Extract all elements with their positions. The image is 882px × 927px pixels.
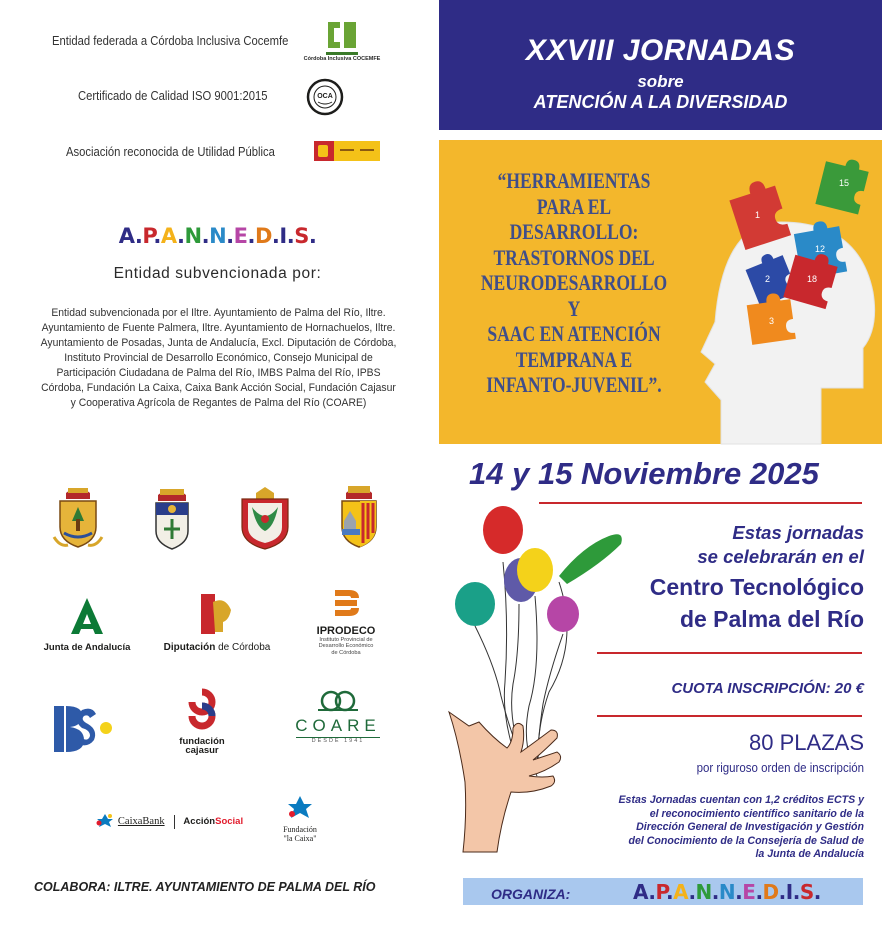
puzzle-number: 12 — [815, 244, 826, 254]
apannedis-organizer-logo — [633, 880, 821, 904]
theme-line: PARA EL DESARROLLO: — [509, 193, 639, 244]
right-panel — [439, 0, 882, 927]
head-puzzle-illustration — [671, 152, 882, 444]
coare-sub: DESDE 1941 — [296, 737, 380, 744]
caixabank-accion-social-logo — [95, 812, 243, 831]
cert-utilidad-text: Asociación reconocida de Utilidad Pública — [66, 145, 275, 159]
ects-credits-note — [554, 794, 864, 862]
venue-line: Estas jornadas — [732, 522, 864, 543]
fundacion-cajasur-logo — [172, 688, 232, 756]
venue-line: Centro Tecnológico — [649, 574, 864, 600]
theme-line: INFANTO-JUVENIL”. — [486, 372, 662, 397]
theme-line: “HERRAMIENTAS — [497, 168, 651, 193]
oca-caption: OCA — [317, 93, 333, 100]
theme-line: TRASTORNOS DEL — [493, 244, 655, 270]
junta-andalucia-logo — [40, 596, 134, 653]
iprodeco-sub3: de Córdoba — [331, 649, 361, 656]
cajasur-icon — [180, 688, 224, 732]
balloon-red-icon — [483, 506, 523, 554]
venue-line: de Palma del Río — [679, 606, 864, 632]
diputacion-bold: Diputación — [163, 642, 216, 653]
places-count: 80 PLAZAS — [749, 730, 864, 755]
cert-iso-text: Certificado de Calidad ISO 9001:2015 — [78, 89, 268, 103]
iprodeco-icon — [329, 586, 363, 620]
iprodeco-sub1: Instituto Provincial de — [319, 637, 373, 643]
divider-line — [597, 652, 862, 654]
header-sobre: sobre — [637, 72, 684, 91]
fundacion-lacaixa-logo — [278, 794, 322, 843]
theme-title — [477, 168, 672, 398]
oca-iso-seal-icon — [306, 78, 344, 116]
left-panel — [0, 0, 435, 927]
ects-line: del Conocimiento de la Consejería de Salud de — [628, 834, 864, 847]
venue-line: se celebrarán en el — [697, 546, 864, 567]
ects-line: el reconocimiento científico sanitario de la — [649, 807, 864, 820]
iprodeco-logo — [305, 586, 387, 656]
event-date: 14 y 15 Noviembre 2025 — [469, 456, 819, 491]
header-title: XXVIII JORNADAS — [525, 34, 796, 67]
apannedis-wordmark: A.P.A.N.N.E.D.I.S. — [633, 880, 821, 904]
coare-logo — [290, 690, 386, 744]
cajasur-label-1: fundación — [179, 736, 225, 747]
header-band — [439, 0, 882, 130]
social-label: Social — [215, 816, 244, 827]
puzzle-number: 18 — [807, 274, 818, 284]
diputacion-lion-icon — [199, 592, 235, 636]
balloon-yellow-icon — [517, 548, 553, 592]
cajasur-label-2: cajasur — [185, 745, 219, 756]
theme-line: NEURODESARROLLO Y — [480, 270, 668, 321]
ects-line: la Junta de Andalucía — [755, 848, 864, 861]
colabora-text: COLABORA: ILTRE. AYUNTAMIENTO DE PALMA DEL RÍO — [34, 880, 376, 894]
subsidy-text: Entidad subvencionada por el Iltre. Ayuntamiento de Palma del Río, Iltre. Ayuntamiento de Fuente Palmera, Iltre. Ayuntamiento de Hornachuelos, Iltre. Ayuntamiento de Posadas, Junta de Andalucía, Excl. Diputación de Córdoba, Instituto Provincial de Desarrollo Económico, Consejo Municipal de Participación Ciudadana de Palma del Río, IMBS Palma del Río, IPBS Córdoba, Fundación La Caixa, Caixa Bank Acción Social, Fundación Cajasur y Cooperativa Agrícola de Regantes de Palma del Río (COARE) — [40, 307, 397, 409]
apannedis-wordmark: A.P.A.N.N.E.D.I.S. — [118, 224, 317, 248]
coat-of-arms-fuente-palmera-icon — [150, 485, 194, 556]
caixabank-star-icon — [95, 812, 115, 831]
ects-line: Dirección General de Investigación y Gestión — [636, 821, 864, 834]
junta-andalucia-icon — [67, 596, 107, 636]
puzzle-number: 15 — [839, 178, 850, 188]
organiza-band — [463, 878, 863, 905]
coat-of-arms-palma-icon — [50, 485, 106, 556]
header-subtitle: ATENCIÓN A LA DIVERSIDAD — [533, 92, 788, 112]
lacaixa-label-2: "la Caixa" — [283, 834, 317, 843]
accion-label: Acción — [183, 816, 216, 827]
subsidy-title: Entidad subvencionada por: — [113, 265, 322, 282]
theme-line: TEMPRANA E — [515, 346, 633, 372]
theme-line: SAAC EN ATENCIÓN — [487, 321, 661, 346]
coare-label: COARE — [295, 716, 381, 735]
lacaixa-label-1: Fundación — [283, 825, 317, 834]
puzzle-number: 2 — [765, 274, 771, 284]
diputacion-label — [155, 642, 279, 653]
spanish-government-icon — [314, 141, 380, 161]
diputacion-rest: de Córdoba — [215, 642, 271, 653]
coat-of-arms-hornachuelos-icon — [236, 485, 294, 556]
caixabank-label: CaixaBank — [117, 816, 165, 827]
divider-line — [597, 715, 862, 717]
organiza-label: ORGANIZA: — [491, 886, 571, 902]
puzzle-number: 1 — [755, 210, 761, 220]
iprodeco-sub2: Desarrollo Económico — [318, 643, 374, 650]
cert-cocemfe-text: Entidad federada a Córdoba Inclusiva Cocemfe — [52, 34, 289, 48]
coat-of-arms-posadas-icon — [336, 483, 382, 556]
balloon-teal-icon — [455, 582, 495, 626]
hand-icon — [449, 712, 561, 852]
registration-fee: CUOTA INSCRIPCIÓN: 20 € — [671, 680, 864, 697]
diputacion-cordoba-logo — [155, 592, 279, 653]
balloon-magenta-icon — [547, 596, 579, 632]
ects-line: Estas Jornadas cuentan con 1,2 créditos ECTS y — [618, 794, 864, 806]
cocemfe-caption: Córdoba Inclusiva COCEMFE — [303, 56, 381, 62]
balloon-green-long-icon — [559, 534, 622, 584]
puzzle-number: 3 — [769, 316, 775, 326]
iprodeco-label: IPRODECO — [316, 625, 376, 637]
apannedis-logo — [0, 224, 435, 248]
lacaixa-star-icon — [285, 794, 315, 820]
places-note: por riguroso orden de inscripción — [696, 761, 864, 775]
junta-andalucia-label: Junta de Andalucía — [43, 642, 131, 653]
coare-rings-icon — [314, 690, 362, 712]
imbs-logo-icon — [52, 704, 114, 759]
cocemfe-logo-icon — [303, 18, 381, 62]
